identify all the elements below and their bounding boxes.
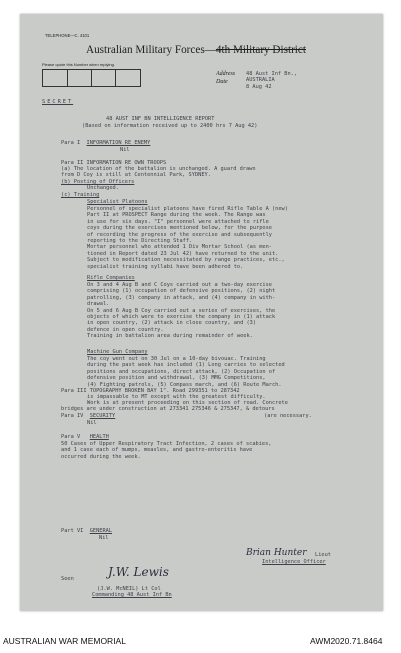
address-line: 48 Aust Inf Bn., [246, 71, 298, 77]
para-4-body: Nil [87, 420, 97, 426]
report-subtitle: (Based on information received up to 2400 hrs 7 Aug 42) [82, 123, 258, 129]
grid-divider [115, 70, 116, 86]
para-1 [61, 140, 150, 146]
rifle-paragraph [87, 282, 275, 340]
para-2a-line: (a) The location of the battalion is unchanged. A guard drawn [61, 166, 256, 172]
text-line: Personnel of specialist platoons have fired Rifle Table A (new) [87, 206, 288, 212]
para-heading: SECURITY [89, 413, 116, 419]
date-value: 8 Aug 42 [246, 83, 272, 90]
text-line: drawal. [87, 301, 110, 308]
text-line: tioned in Report dated 23 Jul 42) have returned to the unit. [87, 250, 279, 257]
text-line: objects of which were to exercise the company in (1) attack [87, 314, 276, 321]
para-label: Para I [61, 140, 81, 146]
text-line: and 1 case each of mumps, measles, and gastro-enteritis have [61, 447, 253, 454]
para-6-body: Nil [99, 535, 109, 541]
footer-institution: AUSTRALIAN WAR MEMORIAL [3, 636, 126, 646]
para-5 [61, 434, 109, 440]
specialist-paragraph [87, 206, 288, 270]
para-2b-body: Unchanged. [87, 185, 119, 191]
text-line: defensive position and withdrawal, (3) MMG Competitions, [87, 375, 266, 382]
para-2b-label: (b) Posting of Officers [61, 179, 135, 185]
role-co: Commanding 48 Aust Inf Bn [92, 592, 172, 598]
text-line: Training in battalion area during remainder of week. [87, 333, 253, 340]
para-heading: GENERAL [89, 528, 113, 534]
address-label: Address [216, 71, 236, 77]
seen-label: Seen [61, 576, 74, 582]
letterhead-main: Australian Military Forces— [86, 44, 216, 56]
text-line: On 3 and 4 Aug B and C Coys carried out a two-day exercise [87, 282, 272, 288]
para-3-line: Para III TOPOGRAPHY BROKEN BAY 1". Road 299351 to 287342 [61, 388, 240, 394]
mg-paragraph [87, 356, 285, 388]
grid-divider [67, 70, 68, 86]
text-line: specialist training syllabi have been adhered to. [87, 263, 244, 270]
text-line: in open country, (2) attack in close country, and (3) [87, 320, 257, 327]
para-3-line: is impassable to MT except with the greatest difficulty. [87, 394, 266, 400]
para-6 [61, 528, 112, 534]
reference-number-boxes [42, 69, 141, 87]
text-line: of recording the progress of the exercise and subsequently [87, 231, 272, 238]
mg-heading: Machine Gun Company [87, 349, 148, 355]
text-line: coys during the exercises mentioned below, for the purpose [87, 225, 272, 232]
signature-io: Brian Hunter [246, 548, 307, 558]
specialist-heading: Specialist Platoons [87, 199, 148, 205]
para-label: Para V [61, 434, 81, 440]
text-line: patrolling, (3) company in attack, and (4) company in with- [87, 294, 276, 301]
text-line: in use for six days. "I" personnel were attached to rifle [87, 218, 269, 225]
para-heading: INFORMATION RE ENEMY [86, 140, 151, 146]
para-5-body [61, 441, 271, 460]
address-date-labels [216, 70, 235, 86]
telephone-label: TELEPHONE—C. 4101 [45, 33, 90, 38]
text-line: On 5 and 6 Aug B Coy carried out a series of exercises, the [87, 307, 276, 314]
text-line: occurred during the week. [61, 453, 141, 460]
text-line: Part II at PROSPECT Range during the week. The Range was [87, 212, 266, 219]
address-block [246, 71, 297, 90]
para-1-body: Nil [120, 147, 130, 153]
para-2a-line: from D Coy is still at Centennial Park, SYDNEY. [61, 172, 211, 178]
text-line: during the past week has included (1) Long carries to selected [87, 362, 285, 369]
secret-marking: SECRET [42, 99, 74, 105]
grid-divider [91, 70, 92, 86]
name-co: (J.W. McNEIL) Lt Col [97, 586, 161, 592]
text-line: reporting to the Directing Staff. [87, 238, 193, 245]
text-line: 50 Cases of Upper Respiratory Tract Infection, 2 cases of scabies, [61, 441, 272, 447]
text-line: (4) Fighting patrols, (5) Compass march, and (6) Route March. [87, 381, 282, 388]
letterhead-struck: 4th Military District [215, 44, 306, 56]
role-io: Intelligence Officer [262, 559, 326, 565]
para-2c-label: (c) Training [61, 192, 100, 198]
text-line: defence in open country. [87, 326, 164, 333]
text-line: Mortar personnel who attended 1 Div Mortar School (as men- [87, 244, 272, 251]
report-title: 48 AUST INF BN INTELLIGENCE REPORT [106, 116, 215, 122]
text-line: positions and occupations, direct attack, (2) Occupation of [87, 368, 276, 375]
rifle-heading: Rifle Companies [87, 275, 135, 281]
letterhead-title [86, 44, 306, 56]
para-2-heading: Para II INFORMATION RE OWN TROOPS [61, 160, 167, 166]
text-line: Subject to modification necessitated by range practices, etc., [87, 257, 285, 264]
para-label: Part VI [61, 528, 84, 534]
quote-note: Please quote this Number when replying. [42, 62, 115, 67]
para-4 [61, 413, 115, 419]
text-line: comprising (1) occupation of defensive positions, (2) night [87, 288, 276, 295]
text-line: The coy went out on 30 Jul on a 10-day bivouac. Training [87, 356, 266, 362]
para-3-line: Work is at present proceeding on this section of road. Concrete [87, 400, 288, 406]
signature-co: J.W. Lewis [108, 565, 169, 579]
para-label: Para IV [61, 413, 84, 419]
address-line: AUSTRALIA [246, 77, 275, 84]
date-label: Date [216, 79, 228, 85]
para-3-line: bridges are under construction at 273341 275346 & 275347, & detours [61, 406, 275, 412]
rank-io: Lieut [315, 552, 331, 558]
para-4-trailing: (are necessary. [264, 413, 312, 419]
para-heading: HEALTH [89, 434, 109, 440]
footer-accession: AWM2020.71.8464 [310, 636, 383, 646]
